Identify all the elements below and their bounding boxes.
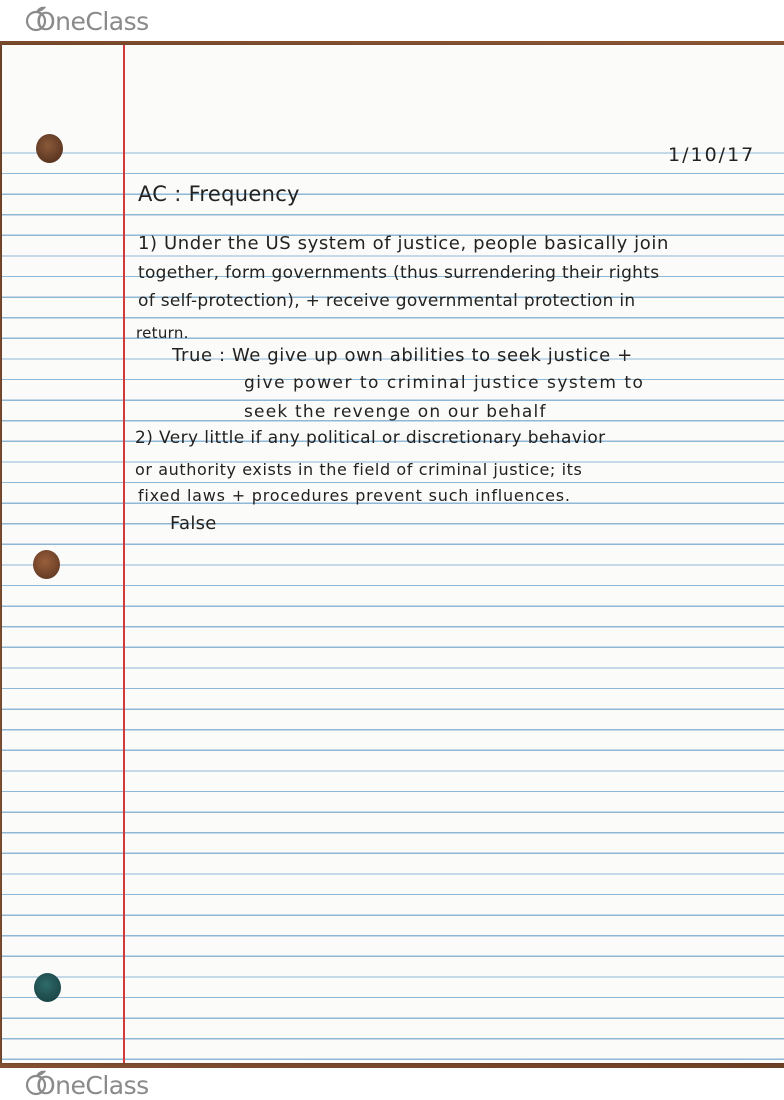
note-line-9: or authority exists in the field of criminal justice; its	[135, 460, 583, 479]
note-heading: AC : Frequency	[138, 182, 300, 206]
note-line-6: give power to criminal justice system to	[244, 373, 645, 393]
margin-line	[123, 45, 125, 1063]
note-line-2: together, form governments (thus surrendering their rights	[138, 263, 660, 283]
note-date: 1/10/17	[668, 144, 756, 166]
note-line-1: 1) Under the US system of justice, people basically join	[138, 233, 670, 254]
watermark-text-bottom: OneClass	[36, 1071, 149, 1100]
punch-hole-top	[36, 134, 63, 163]
note-line-4: return.	[136, 324, 189, 342]
oneclass-watermark-top	[24, 4, 149, 34]
notebook-page	[2, 45, 784, 1063]
note-line-5: True : We give up own abilities to seek justice +	[172, 345, 633, 366]
note-line-10: fixed laws + procedures prevent such influences.	[138, 486, 571, 505]
punch-hole-middle	[33, 550, 60, 579]
note-line-8: 2) Very little if any political or discretionary behavior	[135, 428, 606, 448]
watermark-text-top: OneClass	[36, 7, 149, 36]
note-line-3: of self-protection), + receive governmental protection in	[138, 291, 636, 311]
note-line-7: seek the revenge on our behalf	[244, 402, 547, 422]
punch-hole-bottom	[34, 973, 61, 1002]
note-line-11: False	[170, 513, 217, 534]
